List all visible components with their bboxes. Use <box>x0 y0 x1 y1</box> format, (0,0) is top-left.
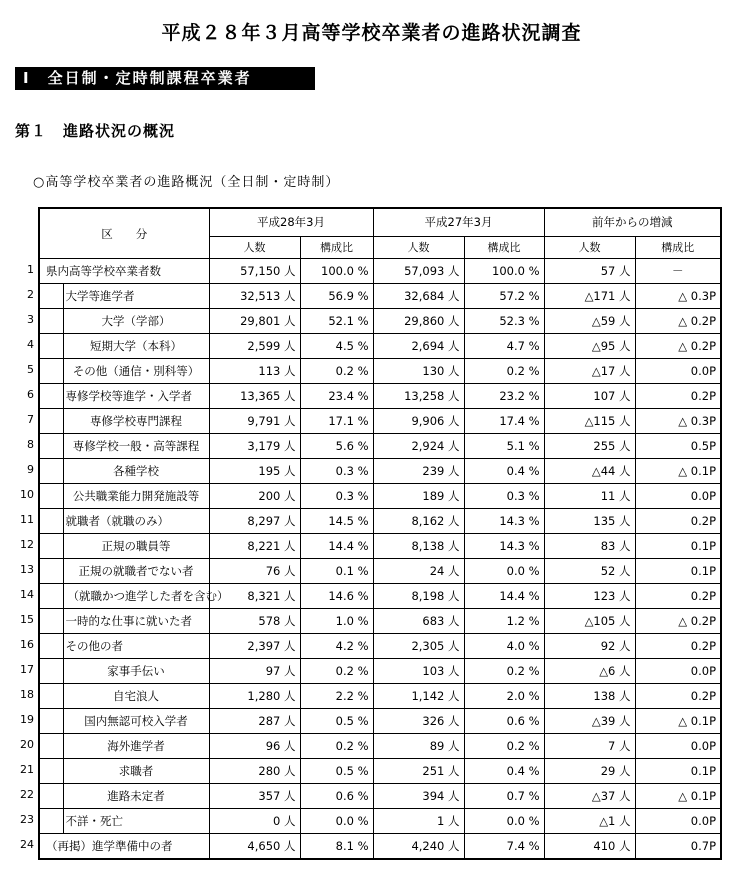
diff-count: 123 人 <box>544 584 635 609</box>
diff-count: △59 人 <box>544 309 635 334</box>
indent-cell <box>39 634 63 659</box>
diff-ratio: △ 0.1P <box>635 459 721 484</box>
header-ratio: 構成比 <box>464 237 544 259</box>
row-label: 国内無認可校入学者 <box>63 709 209 734</box>
row-number: 8 <box>27 438 34 451</box>
h28-ratio: 0.2 % <box>300 734 373 759</box>
h27-count: 57,093 人 <box>373 259 464 284</box>
diff-ratio: 0.0P <box>635 659 721 684</box>
diff-ratio: － <box>635 259 721 284</box>
diff-ratio: 0.0P <box>635 809 721 834</box>
h28-ratio: 0.3 % <box>300 484 373 509</box>
h28-count: 8,221 人 <box>209 534 300 559</box>
h27-ratio: 17.4 % <box>464 409 544 434</box>
h27-ratio: 14.4 % <box>464 584 544 609</box>
row-label: 公共職業能力開発施設等 <box>63 484 209 509</box>
h28-count: 32,513 人 <box>209 284 300 309</box>
diff-ratio: 0.1P <box>635 559 721 584</box>
diff-ratio: △ 0.3P <box>635 409 721 434</box>
diff-ratio: 0.2P <box>635 384 721 409</box>
h27-count: 130 人 <box>373 359 464 384</box>
h28-ratio: 56.9 % <box>300 284 373 309</box>
indent-cell <box>39 559 63 584</box>
table-row <box>39 259 721 284</box>
row-label: 一時的な仕事に就いた者 <box>63 609 209 634</box>
diff-count: 57 人 <box>544 259 635 284</box>
indent-cell <box>39 434 63 459</box>
h28-count: 357 人 <box>209 784 300 809</box>
table-row <box>39 684 721 709</box>
table-row <box>39 409 721 434</box>
table-row <box>39 384 721 409</box>
header-diff: 前年からの増減 <box>544 208 721 237</box>
diff-count: 410 人 <box>544 834 635 860</box>
diff-ratio: △ 0.3P <box>635 284 721 309</box>
h28-ratio: 4.2 % <box>300 634 373 659</box>
h28-count: 8,297 人 <box>209 509 300 534</box>
row-label: 進路未定者 <box>63 784 209 809</box>
row-number: 21 <box>20 763 34 776</box>
row-number: 2 <box>27 288 34 301</box>
row-number: 13 <box>20 563 34 576</box>
row-number: 24 <box>20 838 34 851</box>
row-label: その他（通信・別科等） <box>63 359 209 384</box>
row-number: 7 <box>27 413 34 426</box>
h28-count: 76 人 <box>209 559 300 584</box>
h27-ratio: 57.2 % <box>464 284 544 309</box>
diff-ratio: 0.2P <box>635 509 721 534</box>
h27-count: 13,258 人 <box>373 384 464 409</box>
diff-count: △17 人 <box>544 359 635 384</box>
h28-ratio: 5.6 % <box>300 434 373 459</box>
h27-ratio: 5.1 % <box>464 434 544 459</box>
h28-ratio: 0.2 % <box>300 359 373 384</box>
h27-count: 2,924 人 <box>373 434 464 459</box>
h28-ratio: 100.0 % <box>300 259 373 284</box>
h27-ratio: 100.0 % <box>464 259 544 284</box>
indent-cell <box>39 484 63 509</box>
indent-cell <box>39 709 63 734</box>
diff-ratio: 0.2P <box>635 584 721 609</box>
h27-ratio: 0.3 % <box>464 484 544 509</box>
table-row <box>39 434 721 459</box>
diff-ratio: 0.7P <box>635 834 721 860</box>
row-label: 県内高等学校卒業者数 <box>39 259 209 284</box>
indent-cell <box>39 784 63 809</box>
h28-ratio: 0.5 % <box>300 709 373 734</box>
table-row <box>39 309 721 334</box>
h28-count: 96 人 <box>209 734 300 759</box>
table-row <box>39 584 721 609</box>
row-number: 12 <box>20 538 34 551</box>
row-number: 15 <box>20 613 34 626</box>
row-label: 短期大学（本科） <box>63 334 209 359</box>
h28-count: 57,150 人 <box>209 259 300 284</box>
diff-count: 11 人 <box>544 484 635 509</box>
row-label: 専修学校等進学・入学者 <box>63 384 209 409</box>
h27-ratio: 0.0 % <box>464 809 544 834</box>
row-label: 家事手伝い <box>63 659 209 684</box>
table-row <box>39 759 721 784</box>
section-heading: Ⅰ 全日制・定時制課程卒業者 <box>15 67 315 90</box>
row-number: 1 <box>27 263 34 276</box>
row-label: 大学（学部） <box>63 309 209 334</box>
indent-cell <box>39 284 63 309</box>
header-count: 人数 <box>209 237 300 259</box>
h27-count: 32,684 人 <box>373 284 464 309</box>
h27-ratio: 14.3 % <box>464 534 544 559</box>
h28-ratio: 14.6 % <box>300 584 373 609</box>
h27-ratio: 52.3 % <box>464 309 544 334</box>
row-label: その他の者 <box>63 634 209 659</box>
h28-ratio: 1.0 % <box>300 609 373 634</box>
h27-ratio: 0.7 % <box>464 784 544 809</box>
h27-ratio: 14.3 % <box>464 509 544 534</box>
h27-count: 1 人 <box>373 809 464 834</box>
h27-ratio: 0.2 % <box>464 734 544 759</box>
diff-ratio: △ 0.1P <box>635 784 721 809</box>
h27-ratio: 0.0 % <box>464 559 544 584</box>
row-number: 23 <box>20 813 34 826</box>
indent-cell <box>39 584 63 609</box>
row-label: 海外進学者 <box>63 734 209 759</box>
h28-count: 195 人 <box>209 459 300 484</box>
row-number: 10 <box>20 488 34 501</box>
h28-count: 2,599 人 <box>209 334 300 359</box>
diff-ratio: 0.0P <box>635 359 721 384</box>
diff-count: 107 人 <box>544 384 635 409</box>
h28-count: 113 人 <box>209 359 300 384</box>
table-row <box>39 334 721 359</box>
diff-count: 135 人 <box>544 509 635 534</box>
header-ratio: 構成比 <box>300 237 373 259</box>
diff-count: 52 人 <box>544 559 635 584</box>
h28-ratio: 23.4 % <box>300 384 373 409</box>
diff-ratio: △ 0.2P <box>635 309 721 334</box>
row-label: 正規の職員等 <box>63 534 209 559</box>
diff-ratio: 0.1P <box>635 534 721 559</box>
diff-ratio: 0.1P <box>635 759 721 784</box>
h28-count: 578 人 <box>209 609 300 634</box>
h28-ratio: 0.0 % <box>300 809 373 834</box>
diff-count: △105 人 <box>544 609 635 634</box>
table-row <box>39 559 721 584</box>
row-label: 正規の就職者でない者 <box>63 559 209 584</box>
header-h27: 平成27年3月 <box>373 208 544 237</box>
row-number: 20 <box>20 738 34 751</box>
h28-ratio: 0.5 % <box>300 759 373 784</box>
header-count: 人数 <box>373 237 464 259</box>
table-row <box>39 834 721 860</box>
row-label: 不詳・死亡 <box>63 809 209 834</box>
row-number: 16 <box>20 638 34 651</box>
h27-ratio: 0.2 % <box>464 359 544 384</box>
indent-cell <box>39 684 63 709</box>
indent-cell <box>39 734 63 759</box>
h27-ratio: 0.6 % <box>464 709 544 734</box>
table-row <box>39 284 721 309</box>
h27-ratio: 0.4 % <box>464 759 544 784</box>
diff-ratio: 0.0P <box>635 484 721 509</box>
row-number: 3 <box>27 313 34 326</box>
table-row <box>39 634 721 659</box>
diff-count: 255 人 <box>544 434 635 459</box>
h28-count: 9,791 人 <box>209 409 300 434</box>
h28-ratio: 0.6 % <box>300 784 373 809</box>
diff-ratio: 0.2P <box>635 634 721 659</box>
table-row <box>39 359 721 384</box>
row-label: 専修学校専門課程 <box>63 409 209 434</box>
h27-count: 103 人 <box>373 659 464 684</box>
indent-cell <box>39 534 63 559</box>
indent-cell <box>39 659 63 684</box>
career-status-table <box>38 207 722 860</box>
h28-count: 13,365 人 <box>209 384 300 409</box>
diff-count: △115 人 <box>544 409 635 434</box>
h27-ratio: 0.4 % <box>464 459 544 484</box>
h27-count: 1,142 人 <box>373 684 464 709</box>
table-row <box>39 709 721 734</box>
header-ratio: 構成比 <box>635 237 721 259</box>
h27-count: 8,162 人 <box>373 509 464 534</box>
h27-count: 24 人 <box>373 559 464 584</box>
h28-ratio: 2.2 % <box>300 684 373 709</box>
indent-cell <box>39 384 63 409</box>
h27-count: 326 人 <box>373 709 464 734</box>
diff-count: △95 人 <box>544 334 635 359</box>
indent-cell <box>39 309 63 334</box>
h27-count: 2,694 人 <box>373 334 464 359</box>
row-number: 18 <box>20 688 34 701</box>
table-row <box>39 809 721 834</box>
h27-count: 4,240 人 <box>373 834 464 860</box>
row-number: 4 <box>27 338 34 351</box>
diff-ratio: 0.2P <box>635 684 721 709</box>
diff-count: △171 人 <box>544 284 635 309</box>
row-number: 5 <box>27 363 34 376</box>
row-label: 専修学校一般・高等課程 <box>63 434 209 459</box>
h28-ratio: 0.1 % <box>300 559 373 584</box>
header-category: 区 分 <box>39 208 209 259</box>
table-row <box>39 509 721 534</box>
table-row <box>39 784 721 809</box>
h28-ratio: 0.2 % <box>300 659 373 684</box>
h27-ratio: 4.7 % <box>464 334 544 359</box>
page-title: 平成２８年３月高等学校卒業者の進路状況調査 <box>161 22 582 44</box>
h27-count: 9,906 人 <box>373 409 464 434</box>
h27-count: 683 人 <box>373 609 464 634</box>
h28-ratio: 14.4 % <box>300 534 373 559</box>
subsection-heading: 第１ 進路状況の概況 <box>15 122 176 140</box>
diff-ratio: 0.5P <box>635 434 721 459</box>
header-count: 人数 <box>544 237 635 259</box>
h27-count: 2,305 人 <box>373 634 464 659</box>
indent-cell <box>39 409 63 434</box>
row-number: 19 <box>20 713 34 726</box>
row-number: 17 <box>20 663 34 676</box>
table-row <box>39 734 721 759</box>
diff-count: △39 人 <box>544 709 635 734</box>
h27-ratio: 4.0 % <box>464 634 544 659</box>
table-row <box>39 609 721 634</box>
h27-count: 189 人 <box>373 484 464 509</box>
row-number: 14 <box>20 588 34 601</box>
diff-ratio: △ 0.2P <box>635 609 721 634</box>
diff-count: △44 人 <box>544 459 635 484</box>
row-label: 大学等進学者 <box>63 284 209 309</box>
diff-count: 92 人 <box>544 634 635 659</box>
h27-count: 89 人 <box>373 734 464 759</box>
h28-ratio: 4.5 % <box>300 334 373 359</box>
indent-cell <box>39 359 63 384</box>
h28-count: 8,321 人 <box>209 584 300 609</box>
h27-count: 394 人 <box>373 784 464 809</box>
diff-ratio: △ 0.2P <box>635 334 721 359</box>
header-h28: 平成28年3月 <box>209 208 373 237</box>
h28-count: 1,280 人 <box>209 684 300 709</box>
h27-ratio: 0.2 % <box>464 659 544 684</box>
h28-ratio: 0.3 % <box>300 459 373 484</box>
diff-count: 7 人 <box>544 734 635 759</box>
h27-count: 8,198 人 <box>373 584 464 609</box>
h27-ratio: 23.2 % <box>464 384 544 409</box>
indent-cell <box>39 759 63 784</box>
h28-ratio: 17.1 % <box>300 409 373 434</box>
h28-count: 2,397 人 <box>209 634 300 659</box>
indent-cell <box>39 809 63 834</box>
diff-count: 29 人 <box>544 759 635 784</box>
h27-count: 29,860 人 <box>373 309 464 334</box>
h28-count: 4,650 人 <box>209 834 300 860</box>
indent-cell <box>39 334 63 359</box>
h28-ratio: 8.1 % <box>300 834 373 860</box>
row-label: （再掲）進学準備中の者 <box>39 834 209 860</box>
h27-count: 239 人 <box>373 459 464 484</box>
table-caption: ○高等学校卒業者の進路概況（全日制・定時制） <box>33 175 340 190</box>
h28-count: 280 人 <box>209 759 300 784</box>
table-row <box>39 534 721 559</box>
row-number: 11 <box>20 513 34 526</box>
indent-cell <box>39 509 63 534</box>
diff-count: △1 人 <box>544 809 635 834</box>
diff-ratio: △ 0.1P <box>635 709 721 734</box>
h28-ratio: 14.5 % <box>300 509 373 534</box>
h27-count: 251 人 <box>373 759 464 784</box>
row-label: 求職者 <box>63 759 209 784</box>
h28-count: 0 人 <box>209 809 300 834</box>
h27-count: 8,138 人 <box>373 534 464 559</box>
table-row <box>39 659 721 684</box>
row-number: 22 <box>20 788 34 801</box>
h28-count: 287 人 <box>209 709 300 734</box>
diff-count: 138 人 <box>544 684 635 709</box>
h27-ratio: 1.2 % <box>464 609 544 634</box>
row-label: 自宅浪人 <box>63 684 209 709</box>
row-label: 就職者（就職のみ） <box>63 509 209 534</box>
table-row <box>39 459 721 484</box>
h28-ratio: 52.1 % <box>300 309 373 334</box>
h28-count: 29,801 人 <box>209 309 300 334</box>
indent-cell <box>39 609 63 634</box>
row-label: 各種学校 <box>63 459 209 484</box>
row-number: 6 <box>27 388 34 401</box>
diff-ratio: 0.0P <box>635 734 721 759</box>
table-row <box>39 484 721 509</box>
h28-count: 3,179 人 <box>209 434 300 459</box>
h27-ratio: 2.0 % <box>464 684 544 709</box>
h28-count: 97 人 <box>209 659 300 684</box>
diff-count: △37 人 <box>544 784 635 809</box>
indent-cell <box>39 459 63 484</box>
diff-count: △6 人 <box>544 659 635 684</box>
row-label: （就職かつ進学した者を含む） <box>63 584 209 609</box>
h28-count: 200 人 <box>209 484 300 509</box>
h27-ratio: 7.4 % <box>464 834 544 860</box>
diff-count: 83 人 <box>544 534 635 559</box>
row-number: 9 <box>27 463 34 476</box>
